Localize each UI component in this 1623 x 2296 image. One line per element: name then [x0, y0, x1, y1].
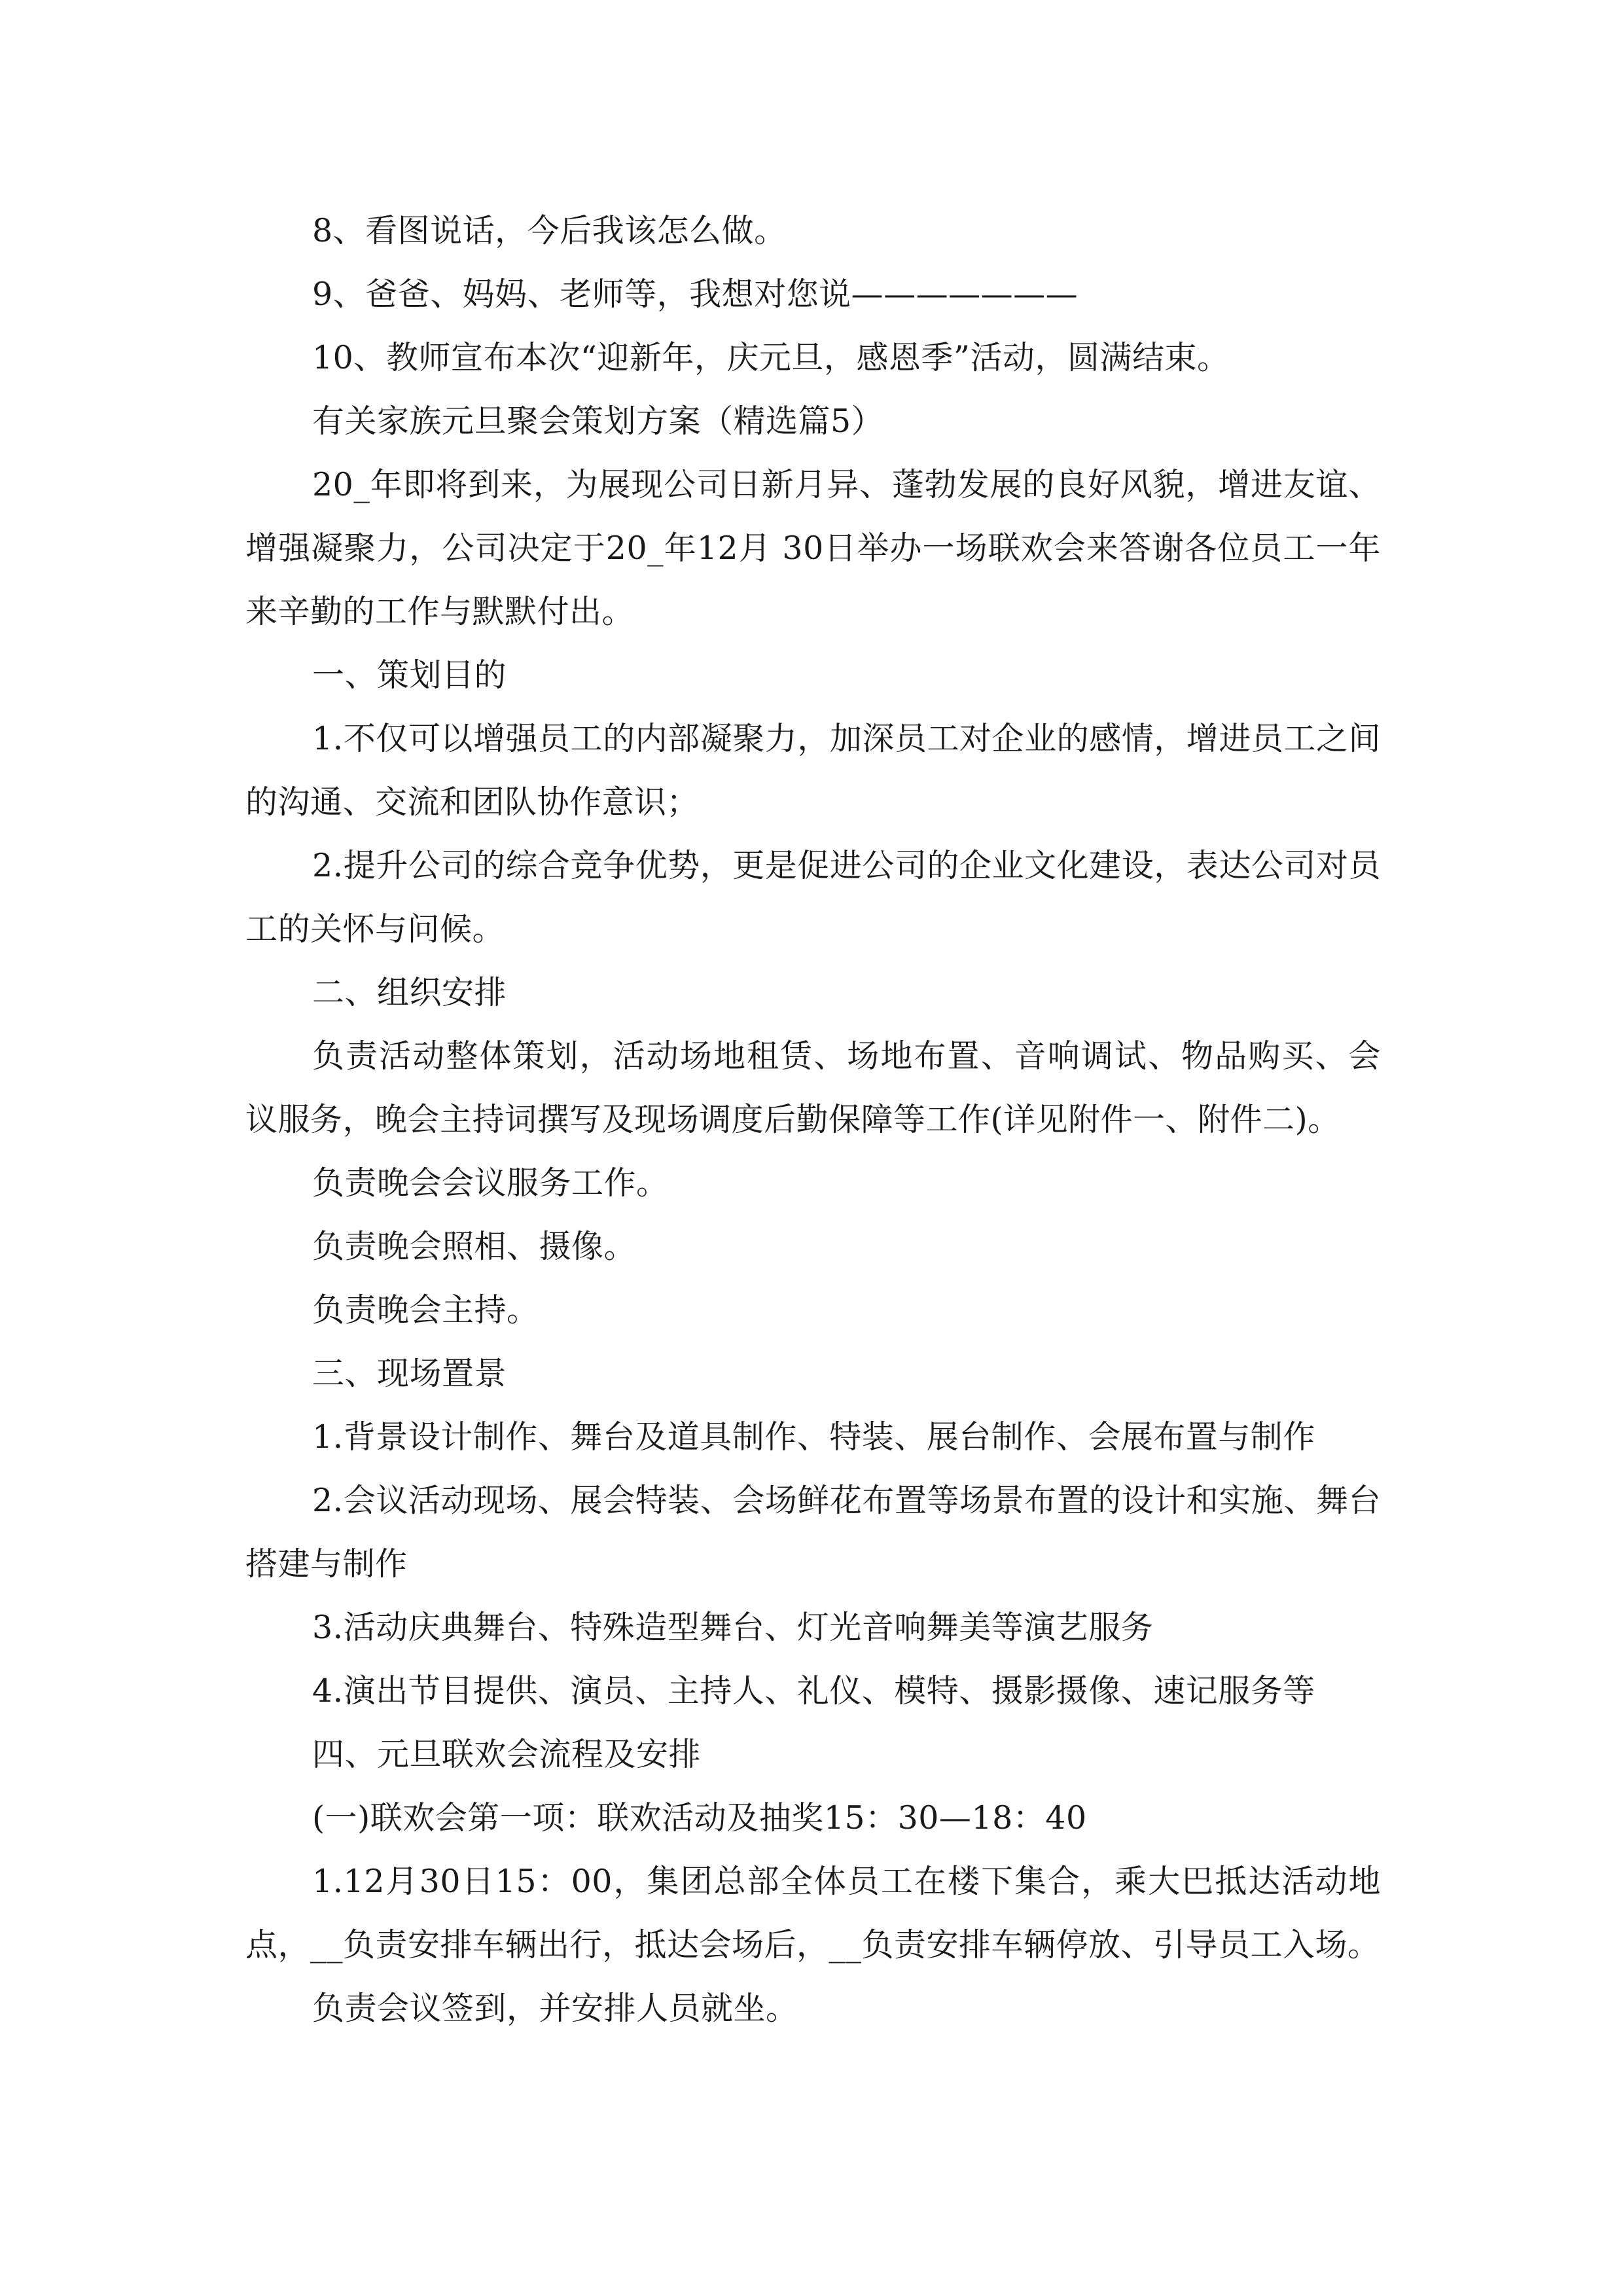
purpose-item-1: 1.不仅可以增强员工的内部凝聚力，加深员工对企业的感情，增进员工之间的沟通、交流和团队协作意识；: [245, 720, 1381, 821]
list-item-10: 10、教师宣布本次“迎新年，庆元旦，感恩季”活动，圆满结束。: [312, 339, 1230, 376]
heading-organization: 二、组织安排: [312, 974, 507, 1011]
organization-item-2: 负责晚会会议服务工作。: [312, 1164, 669, 1202]
heading-scene-setup: 三、现场置景: [312, 1355, 507, 1392]
organization-item-3: 负责晚会照相、摄像。: [312, 1228, 637, 1265]
scene-item-3: 3.活动庆典舞台、特殊造型舞台、灯光音响舞美等演艺服务: [312, 1609, 1154, 1646]
document-body: [245, 199, 1381, 2040]
organization-item-1: 负责活动整体策划，活动场地租赁、场地布置、音响调试、物品购买、会议服务，晚会主持词撰写及现场调度后勤保障等工作(详见附件一、附件二)。: [245, 1037, 1381, 1138]
section-title: 有关家族元旦聚会策划方案（精选篇5）: [312, 403, 884, 440]
flow-item-1: 1.12月30日15：00，集团总部全体员工在楼下集合，乘大巴抵达活动地点，__负责安排车辆出行，抵达会场后，__负责安排车辆停放、引导员工入场。: [245, 1863, 1381, 1964]
list-item-8: 8、看图说话，今后我该怎么做。: [312, 212, 787, 249]
scene-item-4: 4.演出节目提供、演员、主持人、礼仪、模特、摄影摄像、速记服务等: [312, 1672, 1315, 1710]
organization-item-4: 负责晚会主持。: [312, 1291, 539, 1329]
scene-item-1: 1.背景设计制作、舞台及道具制作、特装、展台制作、会展布置与制作: [312, 1418, 1315, 1456]
purpose-item-2: 2.提升公司的综合竞争优势，更是促进公司的企业文化建设，表达公司对员工的关怀与问候。: [245, 847, 1381, 948]
list-item-9: 9、爸爸、妈妈、老师等，我想对您说———————: [312, 276, 1079, 313]
scene-item-2: 2.会议活动现场、展会特装、会场鲜花布置等场景布置的设计和实施、舞台搭建与制作: [245, 1482, 1381, 1583]
subheading-first-item: (一)联欢会第一项：联欢活动及抽奖15：30—18：40: [312, 1799, 1087, 1837]
heading-planning-purpose: 一、策划目的: [312, 656, 507, 694]
intro-paragraph: 20_年即将到来，为展现公司日新月异、蓬勃发展的良好风貌，增进友谊、增强凝聚力，公司决定于20_年12月 30日举办一场联欢会来答谢各位员工一年来辛勤的工作与默默付出。: [245, 466, 1381, 630]
heading-party-flow: 四、元旦联欢会流程及安排: [312, 1736, 702, 1773]
flow-item-2: 负责会议签到，并安排人员就坐。: [312, 1990, 798, 2027]
